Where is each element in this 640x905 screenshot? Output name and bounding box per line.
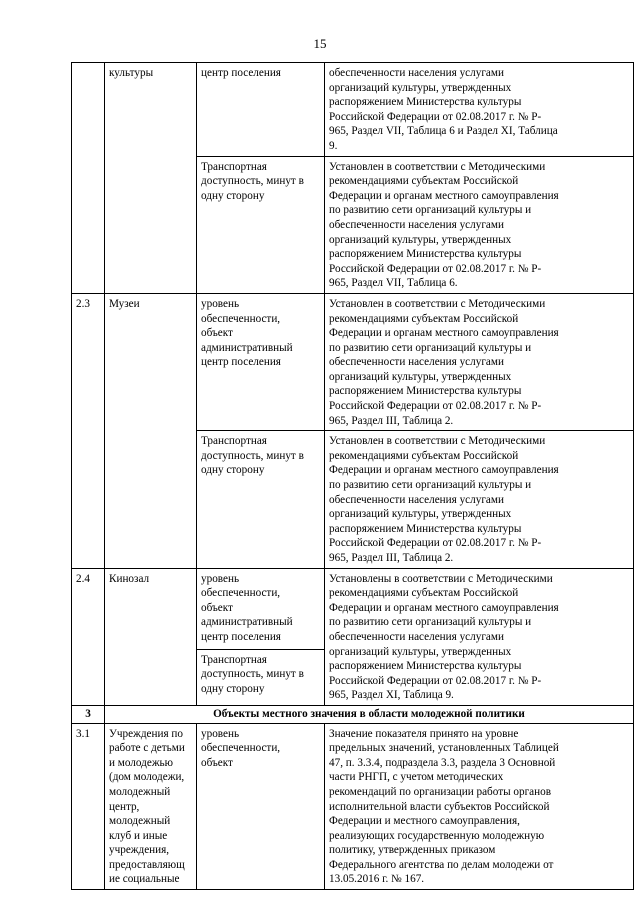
section-number: 3 [72, 705, 105, 723]
section-title: Объекты местного значения в области молодежной политики [105, 705, 634, 723]
page-number: 15 [313, 36, 327, 51]
table-row [72, 293, 634, 430]
indicator-cell: Транспортная доступность, минут в одну сторону [197, 431, 325, 568]
object-name-cell: Кинозал [105, 568, 197, 705]
row-number-cell: 2.4 [72, 568, 105, 705]
value-cell: Значение показателя принято на уровне предельных значений, установленных Таблицей 47, п. 3.3.4, подраздела 3.3, раздела 3 Основной части РНГП, с учетом методических рекомендаций по организации работы органов исполнительной власти субъектов Российской Федерации и местного самоуправления, реализующих государственную молодежную политику, утвержденных приказом Федерального агентства по делам молодежи от 13.05.2016 г. № 167. [325, 723, 634, 890]
table-row [72, 723, 634, 890]
value-cell: Установлен в соответствии с Методическими рекомендациями субъектам Российской Федерации и органам местного самоуправления по развитию сети организаций культуры и обеспеченности населения услугами организаций культуры, утвержденных распоряжением Министерства культуры Российской Федерации от 02.08.2017 г. № Р- 965, Раздел III, Таблица 2. [325, 431, 634, 568]
standards-table [71, 62, 634, 890]
indicator-cell: уровень обеспеченности, объект административный центр поселения [197, 293, 325, 430]
indicator-cell: уровень обеспеченности, объект [197, 723, 325, 890]
row-number-cell: 3.1 [72, 723, 105, 890]
value-cell: Установлен в соответствии с Методическими рекомендациями субъектам Российской Федерации и органам местного самоуправления по развитию сети организаций культуры и обеспеченности населения услугами организаций культуры, утвержденных распоряжением Министерства культуры Российской Федерации от 02.08.2017 г. № Р- 965, Раздел III, Таблица 2. [325, 293, 634, 430]
section-header-row [72, 705, 634, 723]
value-cell: Установлены в соответствии с Методическими рекомендациями субъектам Российской Федерации и органам местного самоуправления по развитию сети организаций культуры и обеспеченности населения услугами организаций культуры, утвержденных распоряжением Министерства культуры Российской Федерации от 02.08.2017 г. № Р- 965, Раздел XI, Таблица 9. [325, 568, 634, 705]
indicator-cell: Транспортная доступность, минут в одну сторону [197, 649, 325, 705]
indicator-cell: центр поселения [197, 63, 325, 157]
indicator-cell: уровень обеспеченности, объект административный центр поселения [197, 568, 325, 649]
row-number-cell: 2.3 [72, 293, 105, 568]
row-number-cell [72, 63, 105, 294]
indicator-cell: Транспортная доступность, минут в одну сторону [197, 156, 325, 293]
table-row [72, 63, 634, 157]
value-cell: обеспеченности населения услугами организаций культуры, утвержденных распоряжением Министерства культуры Российской Федерации от 02.08.2017 г. № Р- 965, Раздел VII, Таблица 6 и Раздел XI, Таблица 9. [325, 63, 634, 157]
table-row [72, 568, 634, 649]
object-name-cell: Музеи [105, 293, 197, 568]
value-cell: Установлен в соответствии с Методическими рекомендациями субъектам Российской Федерации и органам местного самоуправления по развитию сети организаций культуры и обеспеченности населения услугами организаций культуры, утвержденных распоряжением Министерства культуры Российской Федерации от 02.08.2017 г. № Р- 965, Раздел VII, Таблица 6. [325, 156, 634, 293]
object-name-cell: Учреждения по работе с детьми и молодежью (дом молодежи, молодежный центр, молодежный клуб и иные учреждения, предоставляющ ие социальные [105, 723, 197, 890]
object-name-cell: культуры [105, 63, 197, 294]
